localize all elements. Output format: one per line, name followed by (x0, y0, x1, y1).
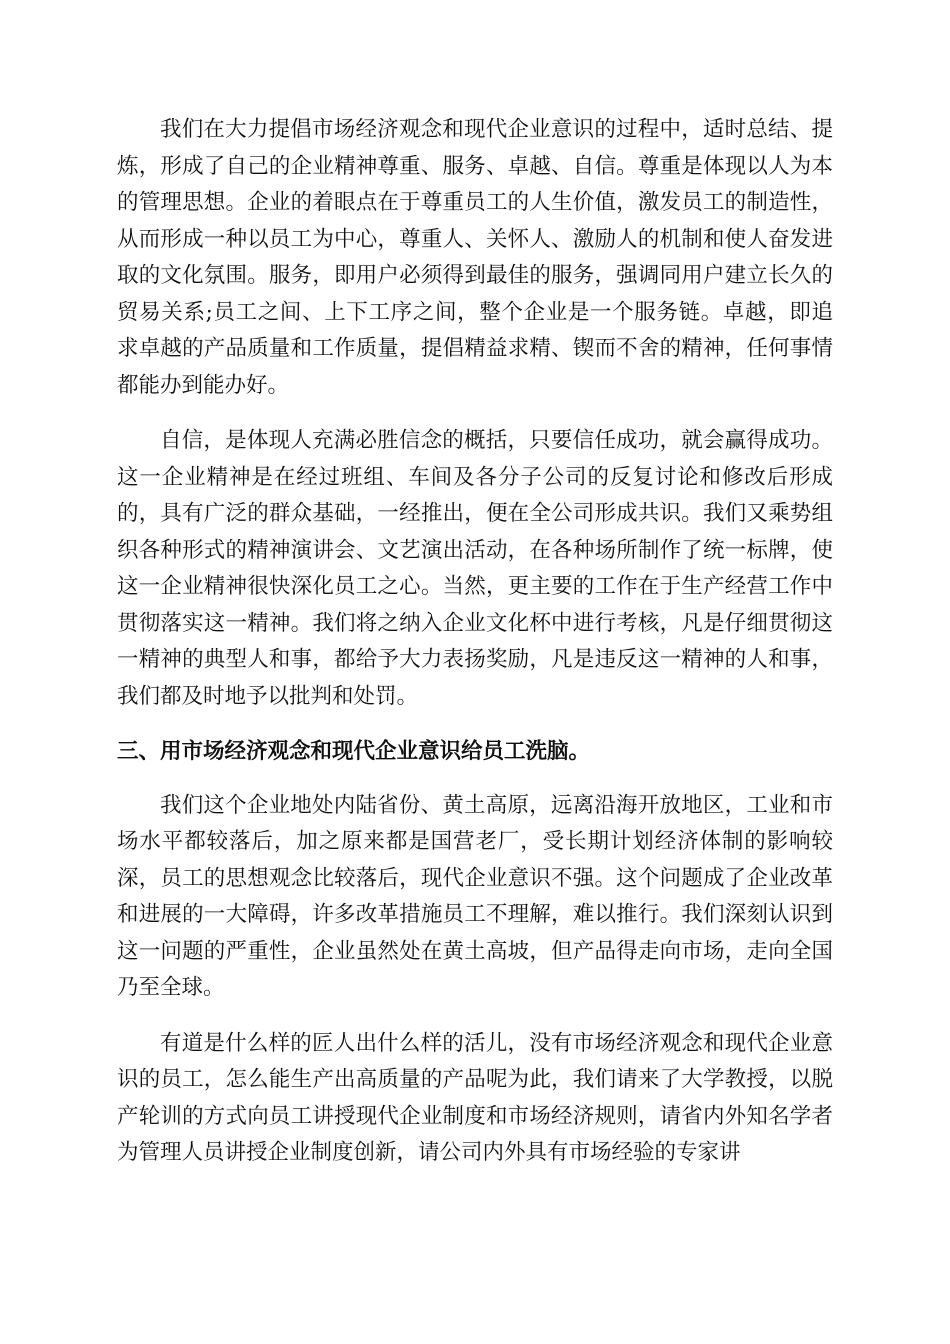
section-heading: 三、用市场经济观念和现代企业意识给员工洗脑。 (117, 739, 591, 764)
document-body (117, 112, 833, 1191)
paragraph-enterprise-spirit: 我们在大力提倡市场经济观念和现代企业意识的过程中，适时总结、提炼，形成了自己的企业精神尊重、服务、卓越、自信。尊重是体现以人为本的管理思想。企业的着眼点在于尊重员工的人生价值，激发员工的制造性，从而形成一种以员工为中心，尊重人、关怀人、激励人的机制和使人奋发进取的文化氛围。服务，即用户必须得到最佳的服务，强调同用户建立长久的贸易关系;员工之间、上下工序之间，整个企业是一个服务链。卓越，即追求卓越的产品质量和工作质量，提倡精益求精、锲而不舍的精神，任何事情都能办到能办好。 (117, 117, 833, 398)
paragraph-inland-enterprise: 我们这个企业地处内陆省份、黄土高原，远离沿海开放地区，工业和市场水平都较落后，加之原来都是国营老厂，受长期计划经济体制的影响较深，员工的思想观念比较落后，现代企业意识不强。这个问题成了企业改革和进展的一大障碍，许多改革措施员工不理解，难以推行。我们深刻认识到这一问题的严重性，企业虽然处在黄土高坡，但产品得走向市场，走向全国乃至全球。 (117, 792, 833, 1000)
paragraph-training: 有道是什么样的匠人出什么样的活儿，没有市场经济观念和现代企业意识的员工，怎么能生产出高质量的产品呢为此，我们请来了大学教授，以脱产轮训的方式向员工讲授现代企业制度和市场经济规则，请省内外知名学者为管理人员讲授企业制度创新，请公司内外具有市场经验的专家讲 (117, 1030, 833, 1165)
paragraph-confidence: 自信，是体现人充满必胜信念的概括，只要信任成功，就会赢得成功。这一企业精神是在经过班组、车间及各分子公司的反复讨论和修改后形成的，具有广泛的群众基础，一经推出，便在全公司形成共识。我们又乘势组织各种形式的精神演讲会、文艺演出活动，在各种场所制作了统一标牌，使这一企业精神很快深化员工之心。当然，更主要的工作在于生产经营工作中贯彻落实这一精神。我们将之纳入企业文化杯中进行考核，凡是仔细贯彻这一精神的典型人和事，都给予大力表扬奖励，凡是违反这一精神的人和事，我们都及时地予以批判和处罚。 (117, 428, 833, 709)
